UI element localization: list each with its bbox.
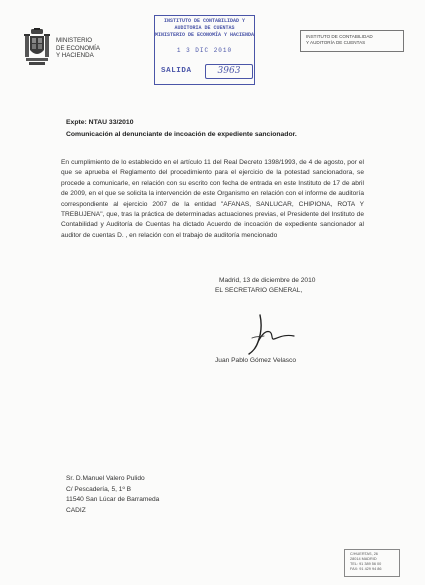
stamp-line: AUDITORIA DE CUENTAS [174, 25, 235, 31]
stamp-registry-number: 3963 [205, 64, 253, 79]
subject-block [66, 117, 297, 141]
address-line: CADIZ [66, 506, 86, 514]
footer-line: C/HUERTAS, 26 [350, 552, 378, 556]
recipient-address [66, 474, 159, 516]
place-date: Madrid, 13 de diciembre de 2010 [219, 277, 316, 284]
address-line: Sr. D.Manuel Valero Pulido [66, 475, 145, 482]
ministry-name [56, 37, 100, 60]
subject-title: Comunicación al denunciante de incoación de expediente sancionador. [66, 131, 297, 138]
institute-box [300, 30, 404, 52]
signatory-name: Juan Pablo Gómez Velasco [215, 357, 297, 364]
footer-line: TEL: 91 389 56 00 [350, 562, 382, 566]
institute-line: Y AUDITORÍA DE CUENTAS [306, 39, 366, 45]
footer-line: 28014 MADRID [350, 557, 377, 561]
exit-stamp [154, 15, 255, 85]
stamp-salida-label: SALIDA [161, 67, 192, 75]
footer-contact-box [344, 549, 400, 577]
handwritten-signature [240, 312, 298, 358]
coat-of-arms-icon [24, 28, 50, 66]
footer-line: FAX: 91 429 94 86 [350, 567, 382, 571]
address-line: C/ Pescadería, 5, 1º B [66, 485, 132, 493]
institute-line: INSTITUTO DE CONTABILIDAD [306, 34, 373, 39]
ministry-line: MINISTERIO [56, 37, 93, 44]
address-line: 11540 San Lúcar de Barrameda [66, 496, 160, 504]
signatory-role: EL SECRETARIO GENERAL, [215, 287, 303, 295]
signature-block [215, 276, 315, 297]
ministry-line: Y HACIENDA [56, 52, 94, 60]
ministry-line: DE ECONOMÍA [56, 44, 101, 52]
file-reference: Expte: NTAU 33/2010 [66, 119, 134, 126]
body-paragraph: En cumplimiento de lo establecido en el artículo 11 del Real Decreto 1398/1993, de 4 de agosto, por el que se aprueba el Reglamento del procedimiento para el ejercicio de la potestad sancionadora, se procede a comunicarle, en relación con su escrito con fecha de entrada en este Instituto de 17 de abril de 2009, en el que se solicita la intervención de este Organismo en relación con el informe de auditoría correspondiente al ejercicio 2007 de la entidad "AFANAS, SANLUCAR, CHIPIONA, ROTA Y TREBUJENA", que, tras la práctica de determinadas actuaciones previas, el Presidente del Instituto de Contabilidad y Auditoría de Cuentas ha dictado Acuerdo de incoación de expediente sancionador al auditor de cuentas D. , en relación con el trabajo de auditoría mencionado [61, 159, 364, 239]
stamp-date: 1 3 DIC 2010 [176, 47, 233, 54]
stamp-line: INSTITUTO DE CONTABILIDAD Y [163, 18, 245, 24]
stamp-line: MINISTERIO DE ECONOMÍA Y HACIENDA [155, 32, 255, 38]
